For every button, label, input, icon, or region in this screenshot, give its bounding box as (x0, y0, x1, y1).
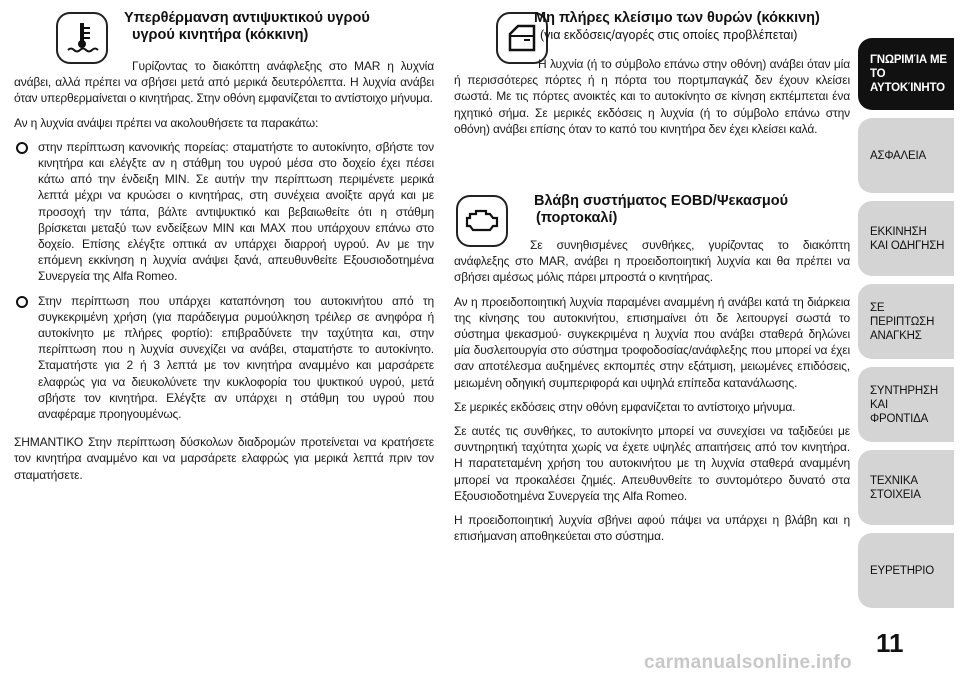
coolant-section-title (124, 10, 370, 44)
page-number: 11 (876, 628, 904, 658)
engine-check-icon (456, 195, 508, 247)
coolant-important-note: ΣΗΜΑΝΤΙΚΟ Στην περίπτωση δύσκολων διαδρομών προτείνεται να κρατήσετε τον κινητήρα αναμμένο και να μαρσάρετε ελαφρώς για μερικά λεπτά πριν τον σταματήσετε. (14, 435, 434, 482)
eobd-paragraph-2: Αν η προειδοποιητική λυχνία παραμένει αναμμένη ή ανάβει κατά τη διάρκεια της κίνησης του αυτοκινήτου, επισημαίνει ότι δε λειτουργεί σωστά το σύστημα ψεκασμού· συγκεκριμένα η λυχνία που ανάβει σταθερά δηλώνει μία δυσλειτουργία στο σύστημα τροφοδοσίας/ανάφλεξης που μπορεί να έχει σαν αποτέλεσμα αυξημένες εκπομπές στην εξάτμιση, μειωμένες επιδόσεις, μειωμένη οδηγική συμπεριφορά και υψηλά επίπεδα κατανάλωσης. (454, 294, 850, 390)
coolant-title-line2: υγρού κινητήρα (κόκκινη) (132, 27, 309, 43)
left-column (14, 0, 434, 483)
coolant-bullet-2 (14, 293, 434, 423)
eobd-title-line1: Βλάβη συστήματος EOBD/Ψεκασμού (534, 193, 789, 210)
eobd-section-title (534, 193, 788, 227)
coolant-section-header (14, 10, 434, 74)
bullet-circle-icon (16, 296, 28, 308)
door-title: Μη πλήρες κλείσιμο των θυρών (κόκκινη) (534, 10, 820, 26)
eobd-paragraph-5: Η προειδοποιητική λυχνία σβήνει αφού πάψει να υπάρχει η βλάβη και η επισήμανση αποθηκεύεται στο σύστημα. (454, 513, 850, 544)
tab-label: ΕΥΡΕΤΗΡΙΟ (870, 564, 935, 577)
tab-label: ΣΕ ΠΕΡΙΠΤΩΣΗ ΑΝΑΓΚΗΣ (870, 301, 935, 342)
coolant-paragraph-1: Γυρίζοντας το διακόπτη ανάφλεξης στο MAR η λυχνία ανάβει, αλλά πρέπει να σβήσει μετά από μερικά δευτερόλεπτα. Η λυχνία ανάβει όταν υπερθερμαίνεται ο κινητήρας. Στην οθόνη εμφανίζεται το αντίστοιχο μήνυμα. (14, 59, 434, 106)
tab-label: ΑΣΦΑΛΕΙΑ (870, 149, 926, 162)
tab-label: ΤΕΧΝΙΚΑ ΣΤΟΙΧΕΙΑ (870, 474, 921, 501)
door-section-header (454, 10, 850, 74)
eobd-paragraph-3: Σε μερικές εκδόσεις στην οθόνη εμφανίζεται το αντίστοιχο μήνυμα. (454, 399, 796, 414)
tab-getting-to-know[interactable] (858, 38, 954, 110)
tab-label: ΣΥΝΤΗΡΗΣΗ ΚΑΙ ΦΡΟΝΤΙΔΑ (870, 384, 939, 425)
coolant-bullet-1-text: στην περίπτωση κανονικής πορείας: σταματήστε το αυτοκίνητο, σβήστε τον κινητήρα και ελέγξτε αν η στάθμη του υγρού μέσα στο δοχείο έχει πέσει κάτω από την ένδειξη MIN. Σε αυτήν την περίπτωση περιμένετε μερικά λεπτά μέχρι να κρυώσει ο κινητήρας, στη συνέχεια ανοίξτε αργά και με προσοχή την τάπα, βάλτε αντιψυκτικό και βεβαιωθείτε ότι η στάθμη βρίσκεται μεταξύ των ενδείξεων MIN και MAX που υπάρχουν επάνω στο δοχείο. Επίσης ελέγξτε οπτικά αν υπάρχει διαρροή υγρού. Αν με την επόμενη εκκίνηση η λυχνία ανάψει ξανά, απευθυνθείτε Εξουσιοδοτημένα Συνεργεία της Alfa Romeo. (38, 139, 434, 284)
coolant-paragraph-2: Αν η λυχνία ανάψει πρέπει να ακολουθήσετε τα παρακάτω: (14, 115, 319, 130)
tab-safety[interactable] (858, 118, 954, 193)
tab-maintenance[interactable] (858, 367, 954, 442)
coolant-temperature-icon (56, 12, 108, 64)
tab-technical-data[interactable] (858, 450, 954, 525)
coolant-bullet-1 (14, 139, 434, 285)
watermark: carmanualsonline.info (644, 652, 852, 673)
tab-label: ΕΚΚΙΝΗΣΗ ΚΑΙ ΟΔΗΓΗΣΗ (870, 225, 945, 252)
right-column (454, 0, 850, 544)
door-paragraph: Η λυχνία (ή το σύμβολο επάνω στην οθόνη) ανάβει όταν μία ή περισσότερες πόρτες ή η πόρτα του πορτμπαγκάζ δεν έχουν κλείσει σωστά. Με τις πόρτες ανοικτές και το αυτοκίνητο σε κίνηση εκπέμπεται ένα ηχητικό σήμα. Σε μερικές εκδόσεις η λυχνία (ή το σύμβολο επάνω στην οθόνη) ανάβει επίσης όταν το καπό του κινητήρα δεν έχει κλείσει καλά. (454, 57, 850, 136)
coolant-title-line1: Υπερθέρμανση αντιψυκτικού υγρού (124, 10, 370, 26)
tab-starting-driving[interactable] (858, 201, 954, 276)
tab-label: ΓΝΩΡΙΜΊΑ ΜΕ ΤΟ ΑΥΤΟΚΊΝΗΤΟ (870, 54, 947, 94)
door-section-title (534, 10, 820, 44)
door-subtitle: (για εκδόσεις/αγορές στις οποίες προβλέπεται) (540, 28, 798, 42)
bullet-circle-icon (16, 142, 28, 154)
eobd-title-line2: (πορτοκαλί) (536, 210, 618, 227)
coolant-bullet-2-text: Στην περίπτωση που υπάρχει καταπόνηση του αυτοκινήτου από τη συγκεκριμένη χρήση (για παράδειγμα ρυμούλκηση τρέιλερ σε ανηφόρα ή αυτοκίνητο με πλήρες φορτίο): επιβραδύνετε την ταχύτητα και, στην περίπτωση που η λυχνία συνεχίζει να ανάβει, σταματήστε το αυτοκίνητο. Σταματήστε για 2 ή 3 λεπτά με τον κινητήρα αναμμένο και μαρσάρετε ελαφρώς για να διευκολύνετε την κυκλοφορία του ψυκτικού υγρού, μετά σβήστε τον κινητήρα. Ελέγξτε αν υπάρχει η στάθμη του υγρού που αναφέραμε προηγουμένως. (38, 293, 434, 422)
eobd-paragraph-1: Σε συνηθισμένες συνθήκες, γυρίζοντας το διακόπτη ανάφλεξης στο MAR, ανάβει η προειδοποιητική λυχνία και θα πρέπει να σβήσει αμέσως μόλις πάρει μπροστά ο κινητήρας. (454, 238, 850, 285)
tab-emergency[interactable] (858, 284, 954, 359)
tab-index[interactable] (858, 533, 954, 608)
eobd-section-header (454, 193, 850, 257)
eobd-paragraph-4: Σε αυτές τις συνθήκες, το αυτοκίνητο μπορεί να συνεχίσει να ταξιδεύει με συντηρητική ταχύτητα χωρίς να έχετε υψηλές απαιτήσεις από τον κινητήρα. Η παρατεταμένη χρήση του αυτοκινήτου με τη λυχνία σταθερά αναμμένη μπορεί να προκαλέσει ζημιές. Απευθυνθείτε το συντομότερο δυνατό στα Εξουσιοδοτημένα Συνεργεία της Alfa Romeo. (454, 424, 850, 503)
chapter-tabs (858, 38, 954, 616)
